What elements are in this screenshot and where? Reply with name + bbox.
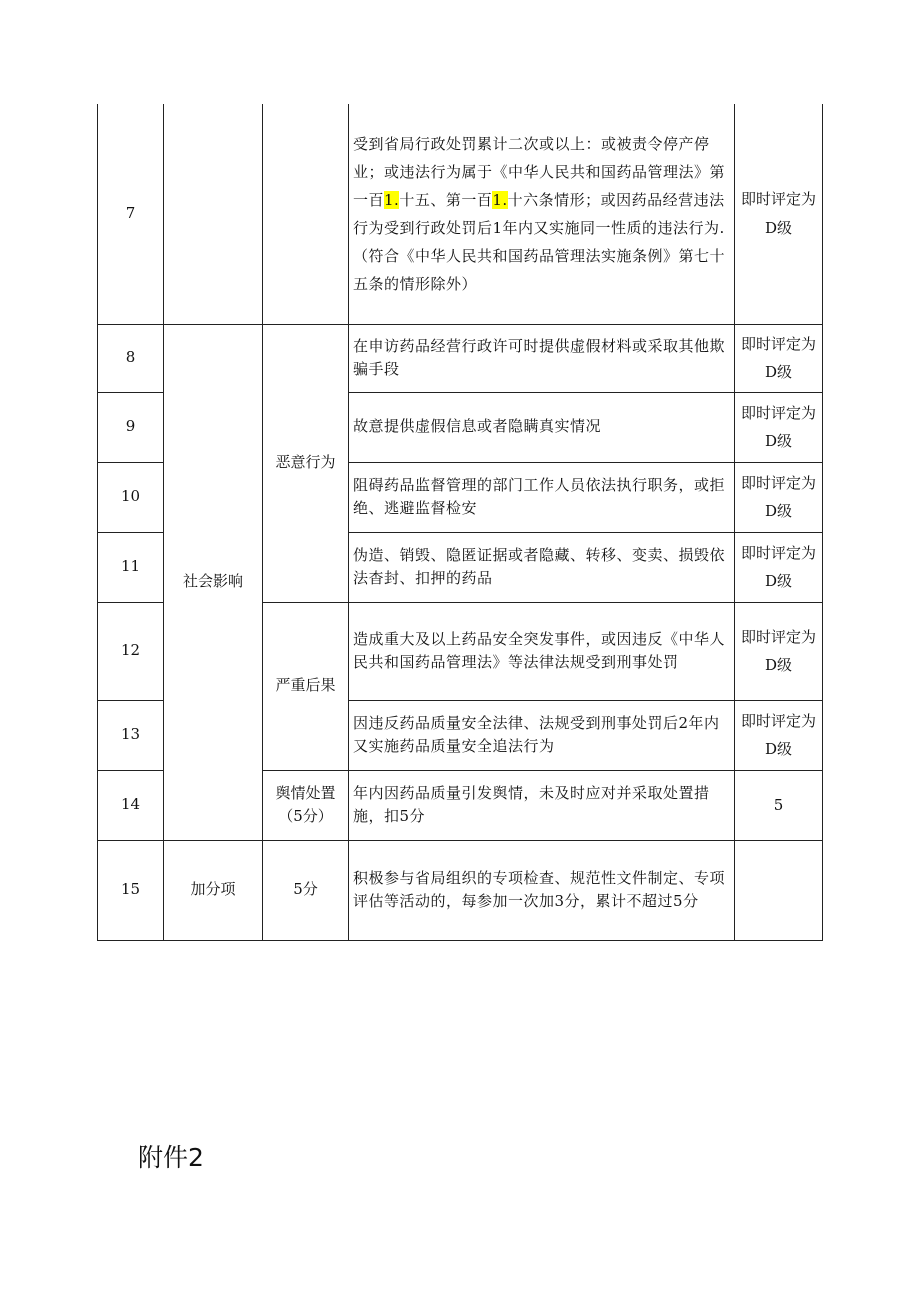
criteria-text: 故意提供虚假信息或者隐瞒真实情况 bbox=[349, 392, 735, 462]
row-number: 11 bbox=[98, 532, 164, 602]
row-number: 12 bbox=[98, 602, 164, 700]
criteria-text: 阻碍药品监督管理的部门工作人员依法执行职务，或拒绝、逃避监督检安 bbox=[349, 462, 735, 532]
criteria-text: 积极参与省局组织的专项检查、规范性文件制定、专项评估等活动的，每参加一次加3分，累计不超过5分 bbox=[349, 840, 735, 940]
criteria-text: 因违反药品质量安全法律、法规受到刑事处罚后2年内又实施药品质量安全追法行为 bbox=[349, 700, 735, 770]
row-number: 14 bbox=[98, 770, 164, 840]
table-row bbox=[98, 840, 823, 940]
score-cell: 5 bbox=[735, 770, 823, 840]
result-cell: 即时评定为 D级 bbox=[735, 324, 823, 392]
result-cell: 即时评定为 D级 bbox=[735, 532, 823, 602]
result-cell: 即时评定为 D级 bbox=[735, 104, 823, 324]
result-cell: 即时评定为 D级 bbox=[735, 602, 823, 700]
category-bonus: 加分项 bbox=[164, 840, 263, 940]
row-number: 10 bbox=[98, 462, 164, 532]
row-number: 15 bbox=[98, 840, 164, 940]
row-number: 7 bbox=[98, 104, 164, 324]
category-malicious-behavior: 恶意行为 bbox=[263, 324, 349, 602]
category-social-impact: 社会影响 bbox=[164, 324, 263, 840]
result-cell: 即时评定为 D级 bbox=[735, 462, 823, 532]
highlight-mark: 1. bbox=[384, 190, 400, 209]
rating-table bbox=[97, 104, 823, 941]
category-severe-consequences: 严重后果 bbox=[263, 602, 349, 770]
criteria-text: 在申访药品经营行政许可时提供虚假材料或采取其他欺骗手段 bbox=[349, 324, 735, 392]
bonus-points: 5分 bbox=[263, 840, 349, 940]
criteria-text: 造成重大及以上药品安全突发事件，或因违反《中华人民共和国药品管理法》等法律法规受到刑事处罚 bbox=[349, 602, 735, 700]
table-row bbox=[98, 324, 823, 392]
criteria-text: 受到省局行政处罚累计二次或以上：或被责令停产停业；或违法行为属于《中华人民共和国药品管理法》第一百1.十五、第一百1.十六条情形；或因药品经营违法行为受到行政处罚后1年内又实施同一性质的违法行为.（符合《中华人民共和国药品管理法实施条例》第七十五条的情形除外） bbox=[349, 104, 735, 324]
attachment-heading: 附件2 bbox=[138, 1143, 204, 1172]
result-cell bbox=[735, 840, 823, 940]
category-public-opinion: 舆情处置 （5分） bbox=[263, 770, 349, 840]
result-cell: 即时评定为 D级 bbox=[735, 392, 823, 462]
result-cell: 即时评定为 D级 bbox=[735, 700, 823, 770]
row-number: 9 bbox=[98, 392, 164, 462]
row-number: 13 bbox=[98, 700, 164, 770]
table-row bbox=[98, 104, 823, 324]
criteria-text: 年内因药品质量引发舆情，未及时应对并采取处置措施，扣5分 bbox=[349, 770, 735, 840]
criteria-text: 伪造、销毁、隐匿证据或者隐藏、转移、变卖、损毁依法杳封、扣押的药品 bbox=[349, 532, 735, 602]
row-number: 8 bbox=[98, 324, 164, 392]
highlight-mark: 1. bbox=[492, 190, 508, 209]
